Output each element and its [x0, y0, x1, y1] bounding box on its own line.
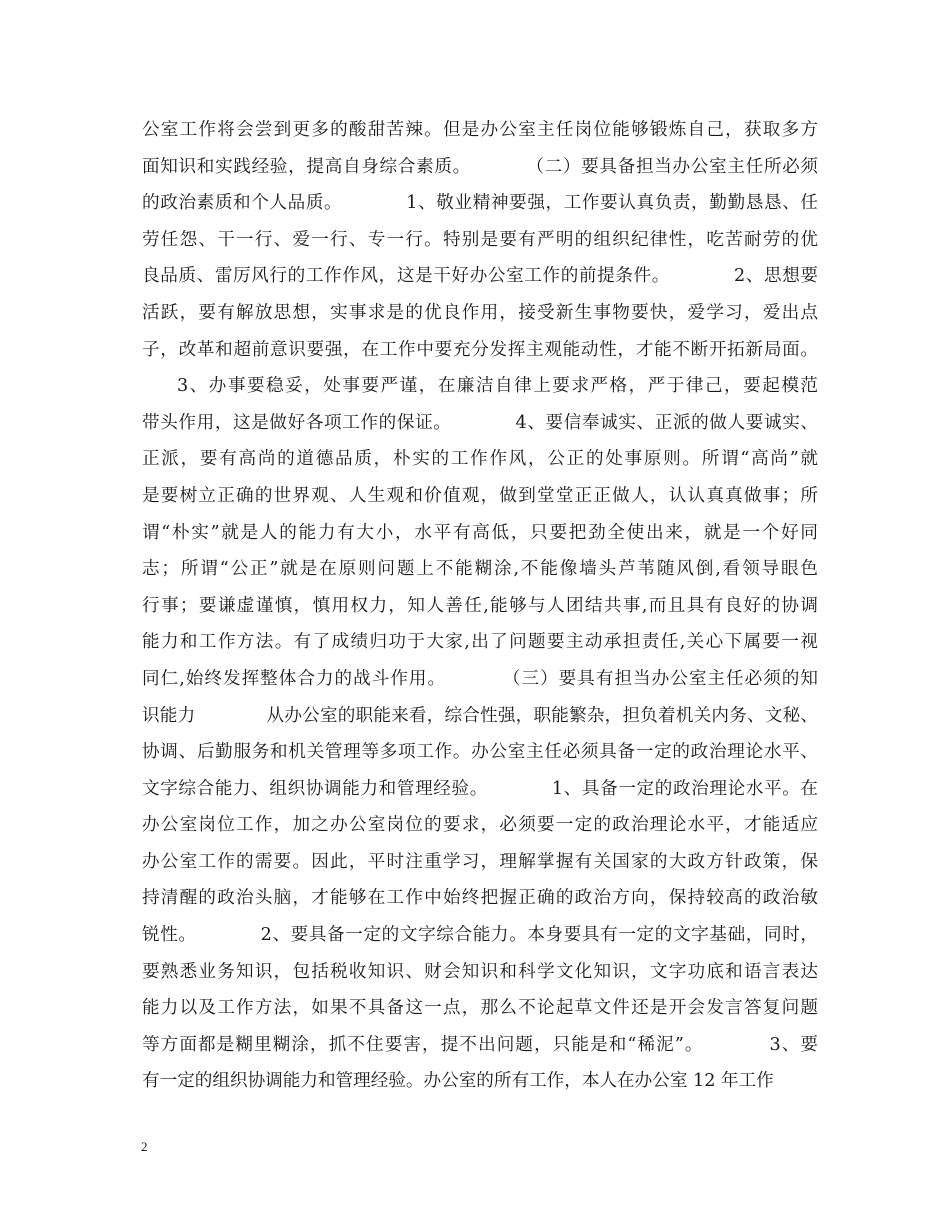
text-line: 办公室岗位工作，加之办公室岗位的要求，必须要一定的政治理论水平，才能适应 — [142, 815, 818, 836]
text-line: 是要树立正确的世界观、人生观和价值观，做到堂堂正正做人，认认真真做事；所 — [142, 485, 818, 506]
text-line: 等方面都是糊里糊涂，抓不住要害，提不出问题，只能是和“稀泥”。 3、要 — [142, 1034, 818, 1055]
text-line: 公室工作将会尝到更多的酸甜苦辣。但是办公室主任岗位能够锻炼自己，获取多方 — [142, 120, 818, 140]
text-line-indented: 3、办事要稳妥，处事要严谨，在廉洁自律上要求严格，严于律己，要起模范 — [177, 376, 818, 397]
text-line: 带头作用，这是做好各项工作的保证。 4、要信奉诚实、正派的做人要诚实、 — [142, 412, 818, 433]
text-line: 能力以及工作方法，如果不具备这一点，那么不论起草文件还是开会发言答复问题 — [142, 998, 818, 1019]
text-line: 协调、后勤服务和机关管理等多项工作。办公室主任必须具备一定的政治理论水平、 — [142, 742, 818, 763]
text-line: 子，改革和超前意识要强，在工作中要充分发挥主观能动性，才能不断开拓新局面。 — [142, 339, 818, 360]
text-line: 正派，要有高尚的道德品质，朴实的工作作风，公正的处事原则。所谓“高尚”就 — [142, 449, 818, 470]
text-line: 识能力 从办公室的职能来看，综合性强，职能繁杂，担负着机关内务、文秘、 — [142, 705, 818, 726]
text-line: 同仁,始终发挥整体合力的战斗作用。 （三）要具有担当办公室主任必须的知 — [142, 668, 818, 689]
text-line: 要熟悉业务知识，包括税收知识、财会知识和科学文化知识，文字功底和语言表达 — [142, 961, 818, 982]
text-line: 活跃，要有解放思想，实事求是的优良作用，接受新生事物要快，爱学习，爱出点 — [142, 302, 818, 323]
text-line: 行事；要谦虚谨慎，慎用权力，知人善任,能够与人团结共事,而且具有良好的协调 — [142, 595, 818, 616]
text-line: 谓“朴实”就是人的能力有大小，水平有高低，只要把劲全使出来，就是一个好同 — [142, 522, 818, 543]
text-line: 面知识和实践经验，提高自身综合素质。 （二）要具备担当办公室主任所必须 — [142, 156, 818, 177]
text-line: 办公室工作的需要。因此，平时注重学习，理解掌握有关国家的大政方针政策，保 — [142, 851, 818, 872]
text-line: 劳任怨、干一行、爱一行、专一行。特别是要有严明的组织纪律性，吃苦耐劳的优 — [142, 229, 818, 250]
page-number: 2 — [141, 1139, 148, 1154]
text-line: 锐性。 2、要具备一定的文字综合能力。本身要具有一定的文字基础，同时， — [142, 925, 818, 946]
text-line: 志；所谓“公正”就是在原则问题上不能糊涂,不能像墙头芦苇随风倒,看领导眼色 — [142, 559, 818, 580]
text-line: 能力和工作方法。有了成绩归功于大家,出了问题要主动承担责任,关心下属要一视 — [142, 632, 818, 653]
text-line: 的政治素质和个人品质。 1、敬业精神要强，工作要认真负责，勤勤恳恳、任 — [142, 193, 818, 214]
text-line: 良品质、雷厉风行的工作作风，这是干好办公室工作的前提条件。 2、思想要 — [142, 266, 818, 287]
body-text — [142, 112, 818, 1100]
text-line: 持清醒的政治头脑，才能够在工作中始终把握正确的政治方向，保持较高的政治敏 — [142, 888, 818, 909]
text-line: 有一定的组织协调能力和管理经验。办公室的所有工作，本人在办公室 12 年工作 — [142, 1071, 774, 1092]
text-line: 文字综合能力、组织协调能力和管理经验。 1、具备一定的政治理论水平。在 — [142, 778, 818, 799]
